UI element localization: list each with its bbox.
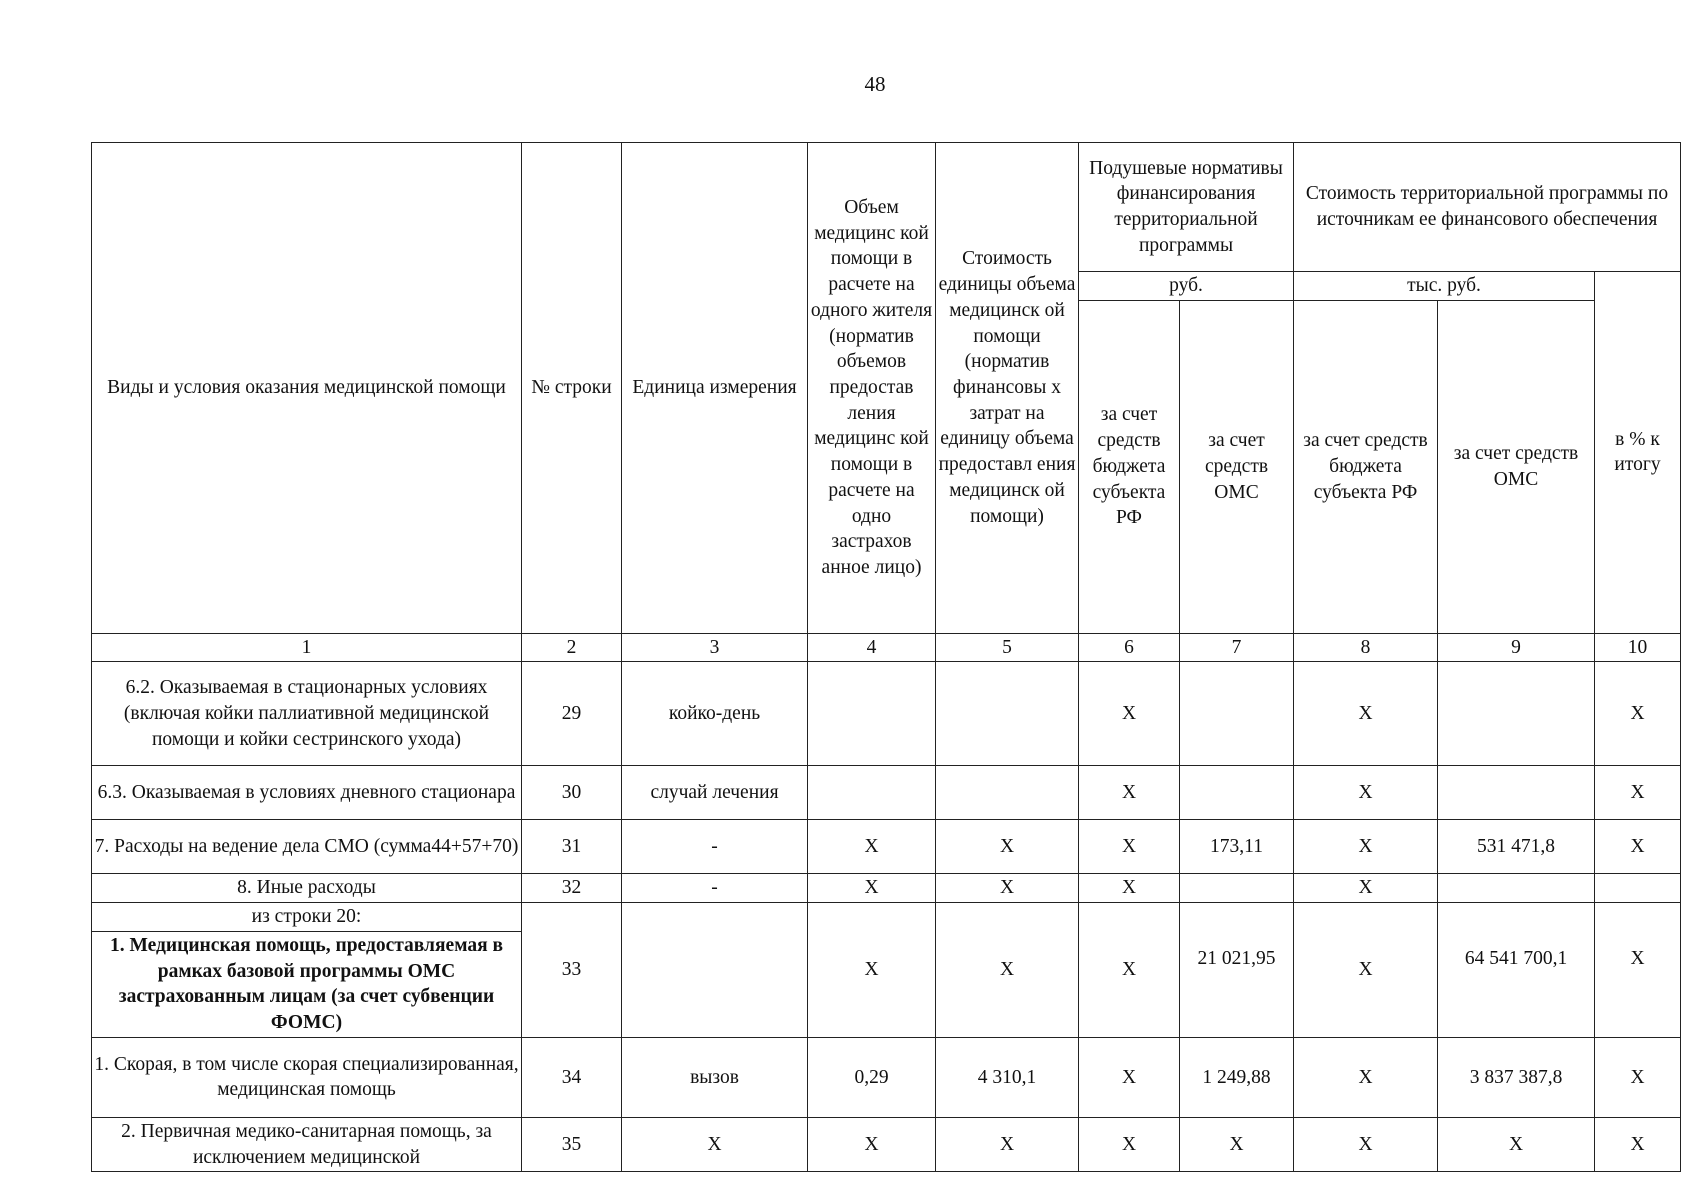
row-label: 6.3. Оказываемая в условиях дневного стационара — [92, 766, 522, 820]
table-cell: X — [808, 903, 936, 1038]
row-label: 6.2. Оказываемая в стационарных условиях (включая койки паллиативной медицинской помощи и койки сестринского ухода) — [92, 662, 522, 766]
row-label: 1. Скорая, в том числе скорая специализированная, медицинская помощь — [92, 1037, 522, 1117]
table-row — [92, 1037, 1681, 1117]
col-number: 2 — [522, 633, 622, 662]
financing-table — [91, 142, 1681, 1172]
col-number: 8 — [1294, 633, 1438, 662]
table-cell: 173,11 — [1180, 820, 1294, 874]
table-cell — [1438, 662, 1595, 766]
table-cell: X — [808, 874, 936, 903]
table-cell — [1180, 874, 1294, 903]
table-cell — [936, 662, 1079, 766]
row-number: 30 — [522, 766, 622, 820]
header-types: Виды и условия оказания медицинской помощи — [92, 143, 522, 634]
table-cell: X — [1294, 766, 1438, 820]
table-cell: вызов — [622, 1037, 808, 1117]
table-cell: X — [1595, 1037, 1681, 1117]
row-label: 2. Первичная медико-санитарная помощь, за исключением медицинской — [92, 1117, 522, 1171]
col-number: 9 — [1438, 633, 1595, 662]
table-cell: X — [1079, 820, 1180, 874]
row-label: 7. Расходы на ведение дела СМО (сумма44+57+70) — [92, 820, 522, 874]
table-cell: - — [622, 820, 808, 874]
table-cell: X — [1180, 1117, 1294, 1171]
header-unit-thous-rub: тыс. руб. — [1294, 272, 1595, 301]
row-number: 32 — [522, 874, 622, 903]
table-cell: 3 837 387,8 — [1438, 1037, 1595, 1117]
row-label: 8. Иные расходы — [92, 874, 522, 903]
table-cell — [808, 662, 936, 766]
row-number: 34 — [522, 1037, 622, 1117]
table-row — [92, 662, 1681, 766]
table-cell: X — [1079, 662, 1180, 766]
header-program-cost: Стоимость территориальной программы по источникам ее финансового обеспечения — [1294, 143, 1681, 272]
subsection-label: из строки 20: — [92, 903, 522, 932]
table-cell: X — [1595, 662, 1681, 766]
header-norm-budget: за счет средств бюджета субъекта РФ — [1079, 300, 1180, 633]
table-cell: X — [936, 1117, 1079, 1171]
col-number: 3 — [622, 633, 808, 662]
col-number: 6 — [1079, 633, 1180, 662]
table-cell: 1 249,88 — [1180, 1037, 1294, 1117]
table-cell: X — [622, 1117, 808, 1171]
header-per-capita-norms: Подушевые нормативы финансирования территориальной программы — [1079, 143, 1294, 272]
header-volume: Объем медицинс кой помощи в расчете на одного жителя (норматив объемов предостав ления медицинс кой помощи в расчете на одно застрахов анное лицо) — [808, 143, 936, 634]
table-cell: - — [622, 874, 808, 903]
row-label: 1. Медицинская помощь, предоставляемая в рамках базовой программы ОМС застрахованным лицам (за счет субвенции ФОМС) — [92, 931, 522, 1037]
table-row — [92, 766, 1681, 820]
table-cell: X — [1595, 766, 1681, 820]
table-cell: X — [1595, 903, 1681, 1038]
table-cell: X — [1079, 874, 1180, 903]
table-cell: X — [936, 903, 1079, 1038]
header-unit-rub: руб. — [1079, 272, 1294, 301]
table-row — [92, 820, 1681, 874]
table-cell: X — [936, 820, 1079, 874]
table-cell: случай лечения — [622, 766, 808, 820]
page-number: 48 — [864, 72, 886, 96]
row-number: 35 — [522, 1117, 622, 1171]
header-unit-cost: Стоимость единицы объема медицинск ой помощи (норматив финансовы х затрат на единицу объема предоставл ения медицинск ой помощи) — [936, 143, 1079, 634]
table-cell: X — [1595, 1117, 1681, 1171]
table-cell: X — [1079, 1117, 1180, 1171]
table-row — [92, 903, 1681, 932]
header-row-1 — [92, 143, 1681, 272]
row-number: 31 — [522, 820, 622, 874]
table-cell — [808, 766, 936, 820]
table-cell: X — [1079, 903, 1180, 1038]
row-number: 33 — [522, 903, 622, 1038]
header-row-number: № строки — [522, 143, 622, 634]
table-cell — [1438, 874, 1595, 903]
table-cell: X — [1294, 903, 1438, 1038]
table-cell: X — [1595, 820, 1681, 874]
table-cell: X — [1079, 1037, 1180, 1117]
table-cell: X — [1294, 1117, 1438, 1171]
header-cost-budget: за счет средств бюджета субъекта РФ — [1294, 300, 1438, 633]
table-cell: 64 541 700,1 — [1438, 903, 1595, 1038]
table-cell: X — [936, 874, 1079, 903]
row-number: 29 — [522, 662, 622, 766]
table-cell: 0,29 — [808, 1037, 936, 1117]
col-number: 7 — [1180, 633, 1294, 662]
table-cell — [1180, 766, 1294, 820]
table-cell: X — [1294, 820, 1438, 874]
table-cell: X — [808, 820, 936, 874]
column-numbers-row — [92, 633, 1681, 662]
table-cell: 531 471,8 — [1438, 820, 1595, 874]
table-cell: X — [1294, 662, 1438, 766]
header-cost-oms: за счет средств ОМС — [1438, 300, 1595, 633]
table-cell — [622, 903, 808, 1038]
col-number: 1 — [92, 633, 522, 662]
col-number: 5 — [936, 633, 1079, 662]
table-row — [92, 1117, 1681, 1171]
table-cell: X — [808, 1117, 936, 1171]
table-cell — [936, 766, 1079, 820]
header-norm-oms: за счет средств ОМС — [1180, 300, 1294, 633]
col-number: 10 — [1595, 633, 1681, 662]
header-percent-total: в % к итогу — [1595, 272, 1681, 634]
table-cell: 21 021,95 — [1180, 903, 1294, 1038]
table-cell: X — [1079, 766, 1180, 820]
table-cell: X — [1438, 1117, 1595, 1171]
table-cell: койко-день — [622, 662, 808, 766]
col-number: 4 — [808, 633, 936, 662]
table-cell: X — [1294, 874, 1438, 903]
table-cell — [1438, 766, 1595, 820]
table-cell — [1180, 662, 1294, 766]
table-cell — [1595, 874, 1681, 903]
table-cell: 4 310,1 — [936, 1037, 1079, 1117]
header-unit: Единица измерения — [622, 143, 808, 634]
table-row — [92, 874, 1681, 903]
table-cell: X — [1294, 1037, 1438, 1117]
